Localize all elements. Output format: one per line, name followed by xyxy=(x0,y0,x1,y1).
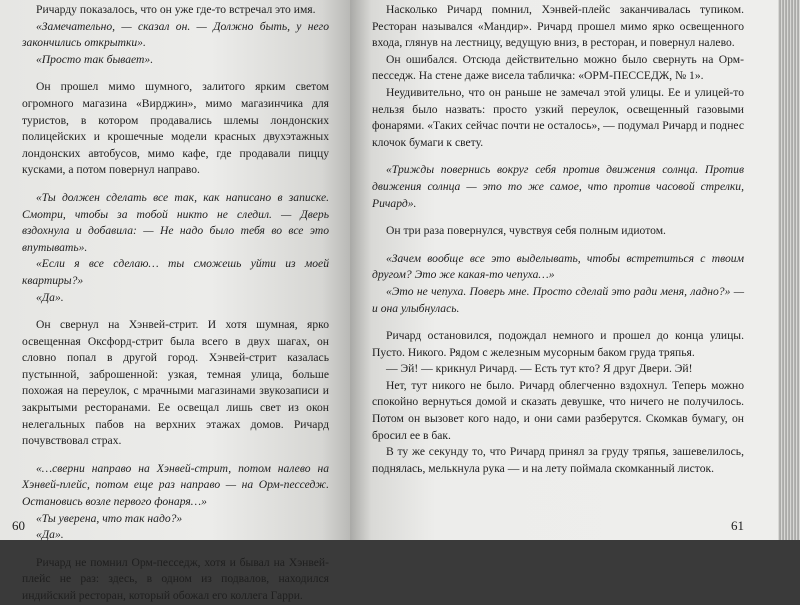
paragraph: «Просто так бывает». xyxy=(36,52,154,66)
paragraph: В ту же секунду то, что Ричард принял за груду тряпья, зашевелилось, поднялась, мелькнула рука — и на лету поймала скомканный листок. xyxy=(372,445,744,475)
paragraph: Ричард не помнил Орм-песседж, хотя и бывал на Хэнвей-плейс не раз: здесь, в одном из подвалов, находился индийский ресторан, который обожал его коллега Гарри. xyxy=(22,555,329,602)
paragraph: Насколько Ричард помнил, Хэнвей-плейс заканчивалась тупиком. Ресторан назывался «Мандир». Ричард прошел мимо ярко освещенного входа, глянув на лестницу, ведущую вниз, в ресторан, и повернул налево. xyxy=(372,3,744,50)
paragraph: Ричарду показалось, что он уже где-то встречал это имя. xyxy=(36,3,316,16)
paragraph: Он свернул на Хэнвей-стрит. И хотя шумная, ярко освещенная Оксфорд-стрит была всего в двух шагах, он словно попал в другой город. Хэнвей-стрит казалась пустынной, заброшенной: узкая, темная улица, больше похожая на переулок, с мрачными магазинами звукозаписи и закрытыми ресторанами. Ее освещал лишь свет из окон нелегальных пабов на верхних этажах домов. Ричард почувствовал страх. xyxy=(22,318,329,448)
paragraph: Неудивительно, что он раньше не замечал этой улицы. Ее и улицей-то нельзя было назвать: просто узкий переулок, освещенный газовыми фонарями. «Таких сейчас почти не осталось», — подумал Ричард и поднес клочок бумаги к свету. xyxy=(372,85,744,149)
paragraph: Он три раза повернулся, чувствуя себя полным идиотом. xyxy=(386,224,666,238)
paragraph: «Если я все сделаю… ты сможешь уйти из моей квартиры?» xyxy=(22,257,329,287)
right-page-number: 61 xyxy=(731,518,744,533)
paragraph: Он ошибался. Отсюда действительно можно было свернуть на Орм-песседж. На стене даже висела табличка: «ОРМ-ПЕССЕДЖ, № 1». xyxy=(372,52,744,83)
paragraph: «Трижды повернись вокруг себя против движения солнца. Против движения солнца — это то же самое, что против часовой стрелки, Ричард». xyxy=(372,163,744,210)
paragraph: «Да». xyxy=(36,290,64,304)
right-page-text xyxy=(372,2,744,477)
paragraph: «Ты уверена, что так надо?» xyxy=(36,511,183,525)
right-page xyxy=(350,0,778,540)
left-page xyxy=(0,0,350,602)
paragraph: «Да». xyxy=(36,528,64,542)
paragraph: Он прошел мимо шумного, залитого ярким светом огромного магазина «Вирджин», мимо магазинчика для туристов, в котором продавались шлемы лондонских полицейских и крошечные модели красных двухэтажных лондонских автобусов, мимо кафе, где продавали пиццу кусками, а потом повернул направо. xyxy=(22,80,329,177)
paragraph: «…сверни направо на Хэнвей-стрит, потом налево на Хэнвей-плейс, потом еще раз направо — на Орм-песседж. Остановись возле первого фонаря…» xyxy=(22,461,329,509)
left-page-number: 60 xyxy=(12,518,25,533)
left-page-text xyxy=(22,2,329,605)
page-edges xyxy=(778,0,800,540)
paragraph: «Зачем вообще все это выделывать, чтобы встретиться с твоим другом? Это же какая-то чепуха…» xyxy=(372,251,744,282)
paragraph: «Это не чепуха. Поверь мне. Просто сделай это ради меня, ладно?» — и она улыбнулась. xyxy=(372,284,744,315)
paragraph: «Ты должен сделать все так, как написано в записке. Смотри, чтобы за тобой никто не следил. — Дверь вздохнула и добавила: — Не надо было тебя во все это впутывать». xyxy=(22,190,329,254)
paragraph: Нет, тут никого не было. Ричард облегченно вздохнул. Теперь можно спокойно вернуться домой и сказать девушке, что ничего не получилось. Потом он вызовет кого надо, и они сами разберутся. Скомкав бумагу, он бросил ее в бак. xyxy=(372,378,744,442)
paragraph: «Замечательно, — сказал он. — Должно быть, у него закончились открытки». xyxy=(22,19,329,50)
paragraph: Ричард остановился, подождал немного и прошел до конца улицы. Пусто. Никого. Рядом с железным мусорным баком груда тряпья. xyxy=(372,329,744,359)
paragraph: — Эй! — крикнул Ричард. — Есть тут кто? Я друг Двери. Эй! xyxy=(386,362,693,376)
